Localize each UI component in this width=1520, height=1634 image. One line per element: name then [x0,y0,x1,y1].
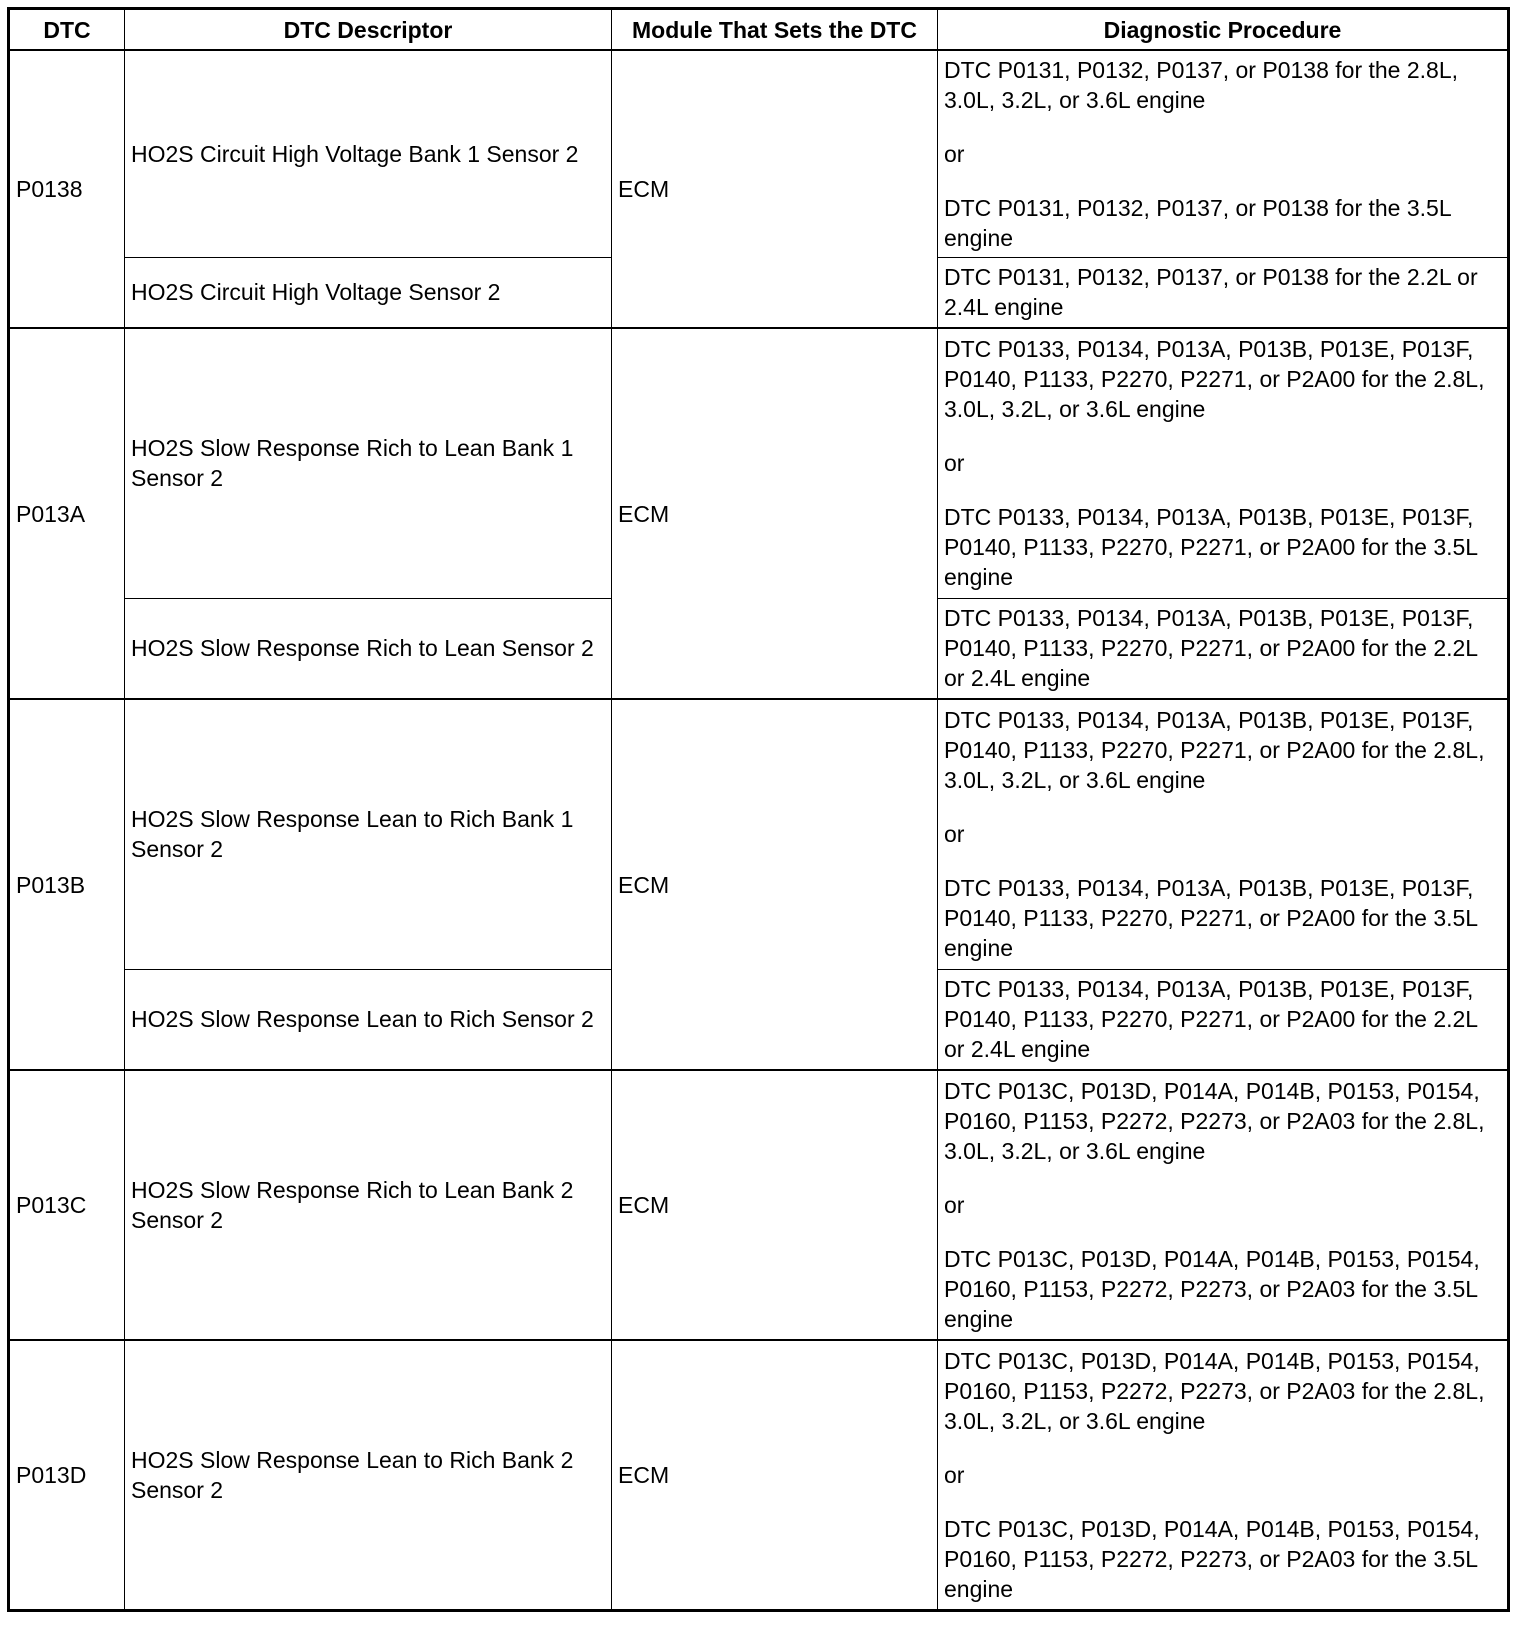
procedure-link[interactable]: DTC P0133, P0134, P013A, P013B, P013E, P013F, P0140, P1133, P2270, P2271, or P2A00 for the 2.2L or 2.4L engine [944,605,1478,692]
dtc-descriptor-cell: HO2S Slow Response Rich to Lean Bank 1 Sensor 2 [125,328,612,598]
procedure-link[interactable]: DTC P0133, P0134, P013A, P013B, P013E, P013F, P0140, P1133, P2270, P2271, or P2A00 for the 2.2L or 2.4L engine [944,976,1478,1063]
diagnostic-procedure-cell [938,50,1509,257]
procedure-link[interactable]: DTC P0131, P0132, P0137, or P0138 for the 2.2L or 2.4L engine [944,264,1478,321]
header-descriptor: DTC Descriptor [125,9,612,51]
table-row [9,699,1509,969]
table-row [9,50,1509,257]
procedure-link[interactable]: DTC P0133, P0134, P013A, P013B, P013E, P013F, P0140, P1133, P2270, P2271, or P2A00 for the 2.8L, 3.0L, 3.2L, or 3.6L engine [944,336,1485,423]
header-row [9,9,1509,51]
dtc-descriptor-cell: HO2S Slow Response Rich to Lean Sensor 2 [125,598,612,699]
dtc-descriptor-cell: HO2S Circuit High Voltage Bank 1 Sensor 2 [125,50,612,257]
table-row [9,328,1509,598]
table-header [9,9,1509,51]
module-cell: ECM [612,1070,938,1340]
procedure-link[interactable]: DTC P0133, P0134, P013A, P013B, P013E, P013F, P0140, P1133, P2270, P2271, or P2A00 for the 2.8L, 3.0L, 3.2L, or 3.6L engine [944,707,1485,794]
procedure-link[interactable]: DTC P013C, P013D, P014A, P014B, P0153, P0154, P0160, P1153, P2272, P2273, or P2A03 for the 3.5L engine [944,1246,1480,1332]
dtc-code-cell: P0138 [9,50,125,328]
procedure-link[interactable]: DTC P0133, P0134, P013A, P013B, P013E, P013F, P0140, P1133, P2270, P2271, or P2A00 for the 3.5L engine [944,504,1478,591]
procedure-link[interactable]: DTC P0131, P0132, P0137, or P0138 for the 2.8L, 3.0L, 3.2L, or 3.6L engine [944,56,1459,113]
diagnostic-procedure-cell [938,1340,1509,1610]
procedure-link[interactable]: DTC P013C, P013D, P014A, P014B, P0153, P0154, P0160, P1153, P2272, P2273, or P2A03 for the 3.5L engine [944,1515,1480,1602]
diagnostic-procedure-cell [938,1070,1509,1340]
table-body [9,50,1509,1610]
diagnostic-procedure-cell [938,699,1509,969]
header-dtc: DTC [9,9,125,51]
module-cell: ECM [612,1340,938,1610]
header-procedure: Diagnostic Procedure [938,9,1509,51]
table-row [9,1340,1509,1610]
dtc-descriptor-cell: HO2S Slow Response Lean to Rich Sensor 2 [125,969,612,1070]
dtc-code-cell: P013B [9,699,125,1070]
procedure-link[interactable]: DTC P013C, P013D, P014A, P014B, P0153, P0154, P0160, P1153, P2272, P2273, or P2A03 for the 2.8L, 3.0L, 3.2L, or 3.6L engine [944,1347,1485,1434]
procedure-or: or [944,1192,965,1218]
diagnostic-procedure-cell [938,257,1509,328]
procedure-or: or [944,1461,965,1488]
dtc-table [7,7,1510,1612]
dtc-descriptor-cell: HO2S Slow Response Lean to Rich Bank 1 Sensor 2 [125,699,612,969]
procedure-or: or [944,450,965,477]
dtc-code-cell: P013C [9,1070,125,1340]
module-cell: ECM [612,50,938,328]
diagnostic-procedure-cell [938,328,1509,598]
procedure-or: or [944,821,965,848]
dtc-code-cell: P013A [9,328,125,699]
dtc-descriptor-cell: HO2S Circuit High Voltage Sensor 2 [125,257,612,328]
dtc-descriptor-cell: HO2S Slow Response Lean to Rich Bank 2 Sensor 2 [125,1340,612,1610]
header-module: Module That Sets the DTC [612,9,938,51]
procedure-link[interactable]: DTC P013C, P013D, P014A, P014B, P0153, P0154, P0160, P1153, P2272, P2273, or P2A03 for the 2.8L, 3.0L, 3.2L, or 3.6L engine [944,1078,1485,1164]
module-cell: ECM [612,699,938,1070]
table-row [9,1070,1509,1340]
dtc-descriptor-cell: HO2S Slow Response Rich to Lean Bank 2 Sensor 2 [125,1070,612,1340]
module-cell: ECM [612,328,938,699]
procedure-link[interactable]: DTC P0133, P0134, P013A, P013B, P013E, P013F, P0140, P1133, P2270, P2271, or P2A00 for the 3.5L engine [944,875,1478,962]
diagnostic-procedure-cell [938,969,1509,1070]
procedure-link[interactable]: DTC P0131, P0132, P0137, or P0138 for the 3.5L engine [944,194,1451,251]
procedure-or: or [944,140,965,167]
dtc-code-cell: P013D [9,1340,125,1610]
diagnostic-procedure-cell [938,598,1509,699]
